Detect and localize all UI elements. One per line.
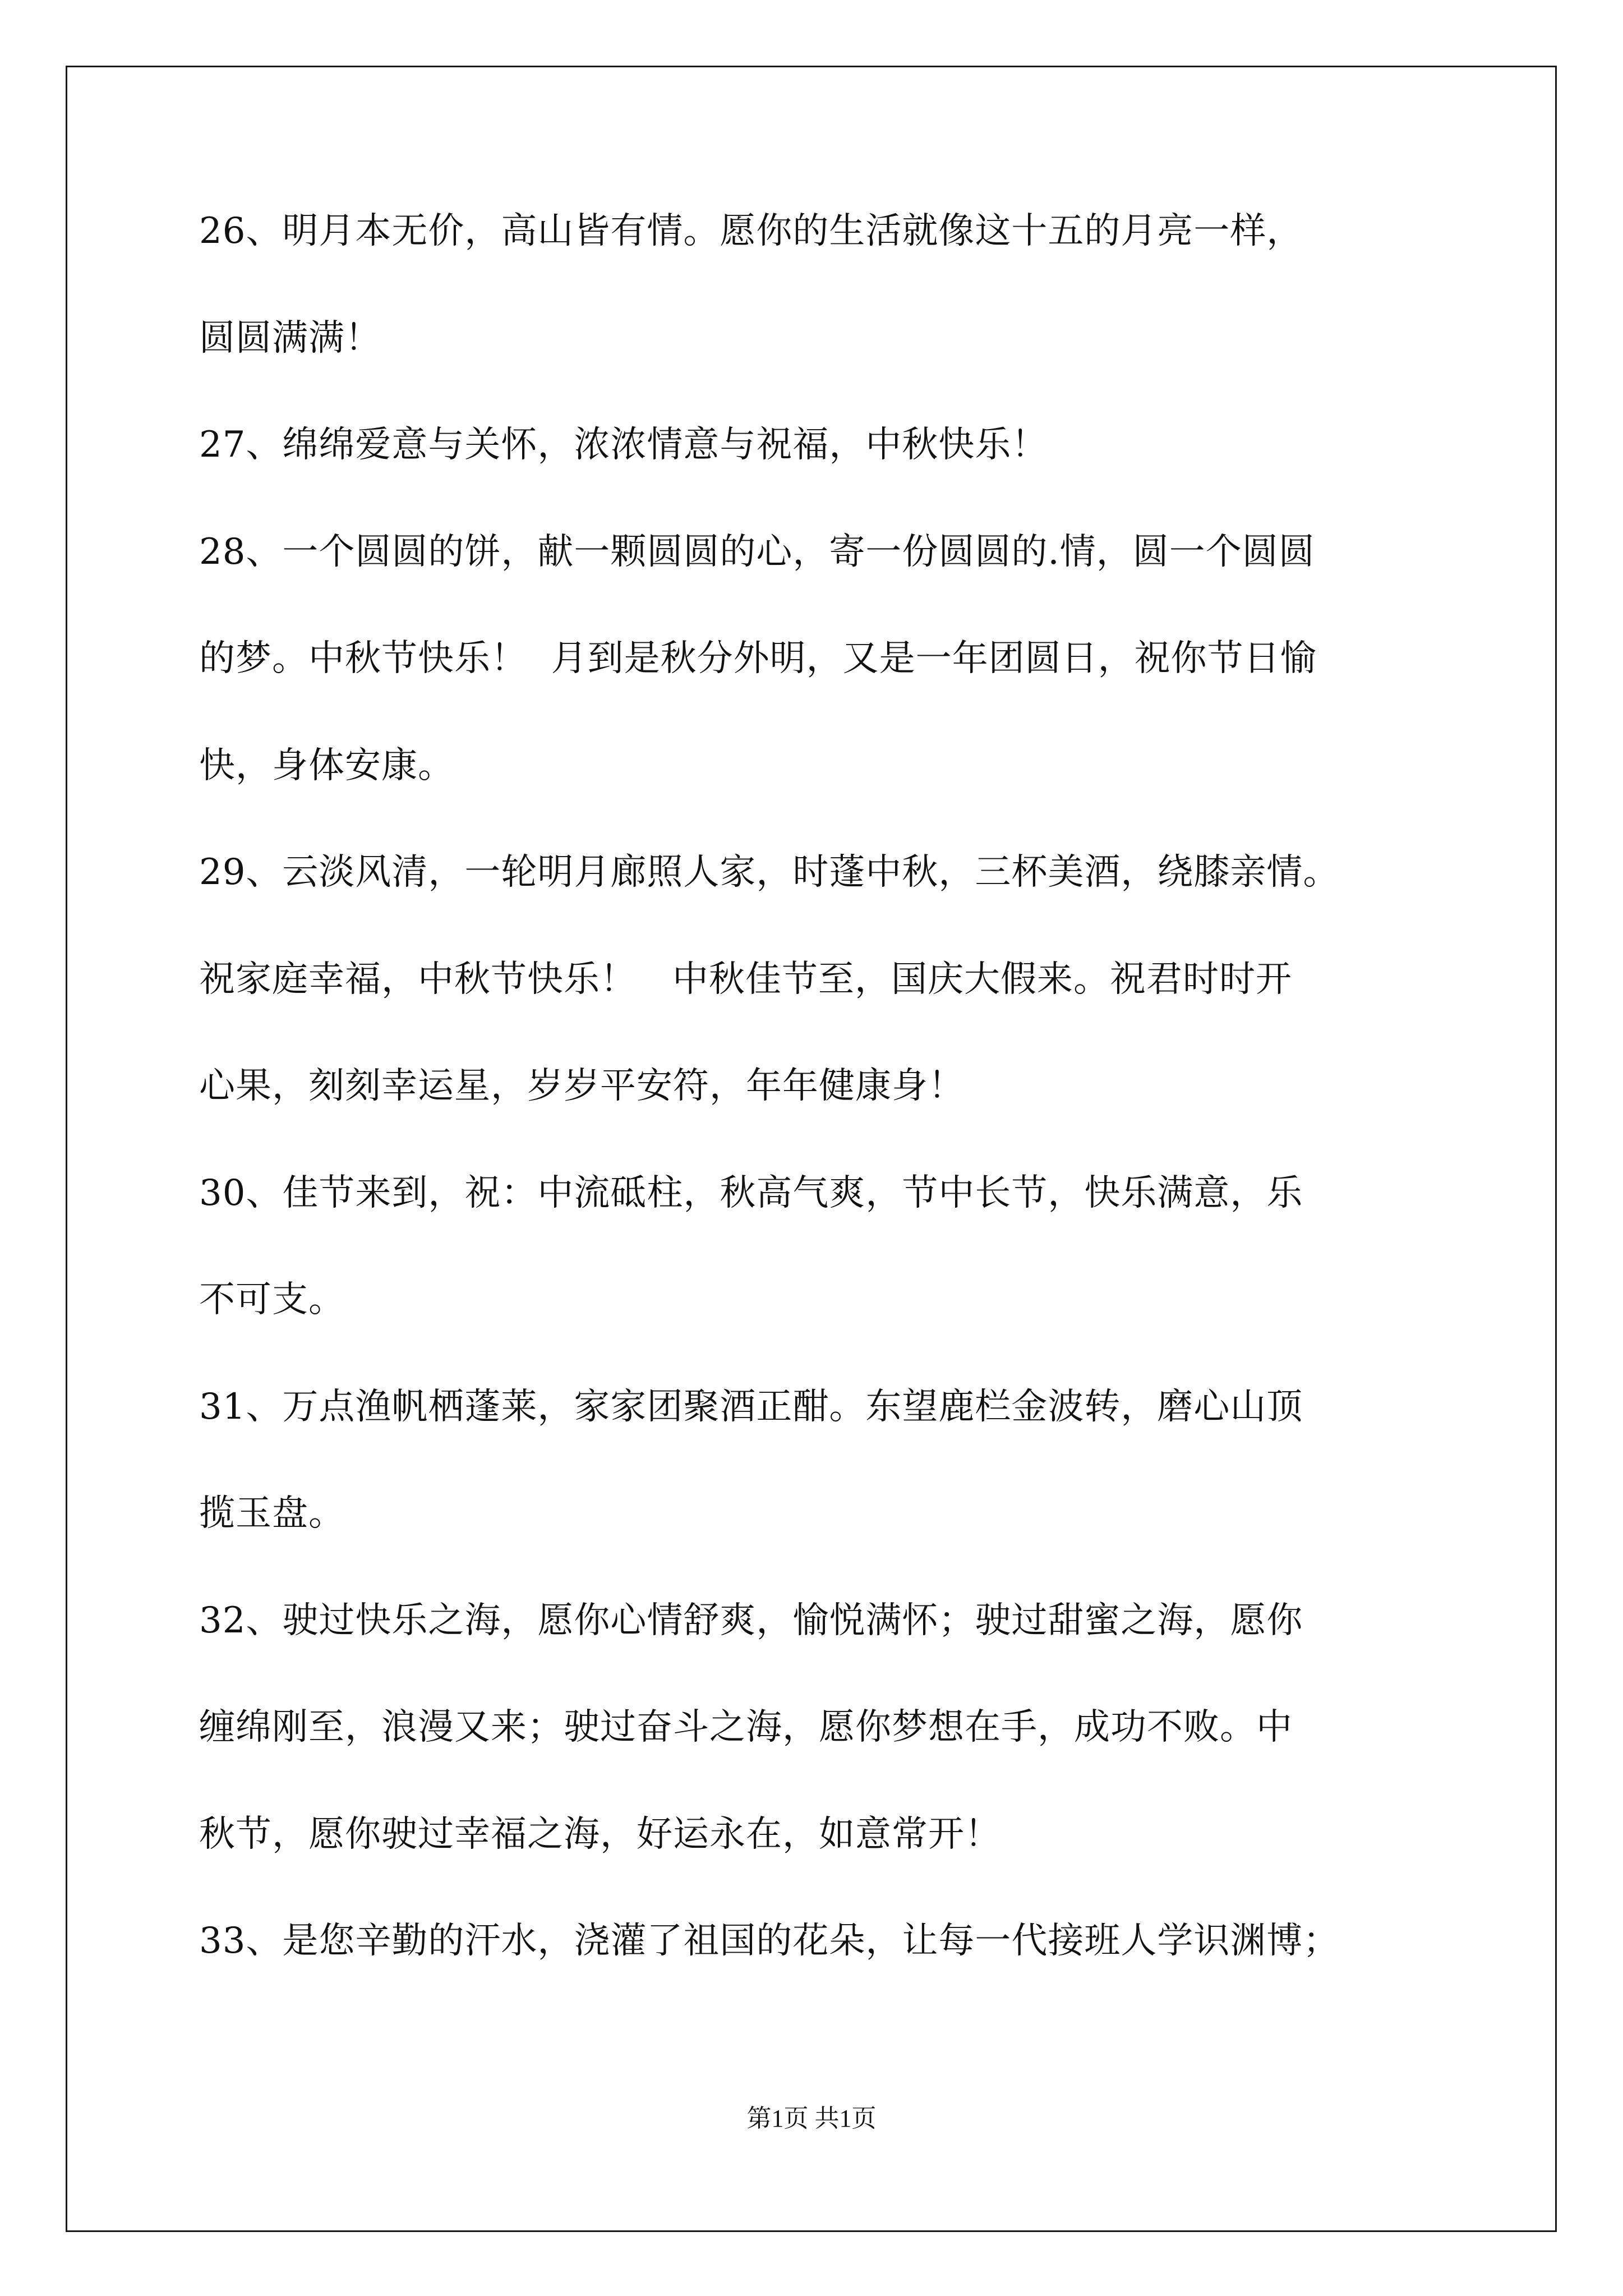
text-line: 30、佳节来到，祝：中流砥柱，秋高气爽，节中长节，快乐满意，乐 <box>199 1172 1303 1214</box>
text-line: 33、是您辛勤的汗水，浇灌了祖国的花朵，让每一代接班人学识渊博； <box>199 1920 1340 1962</box>
document-body <box>199 210 1455 2030</box>
text-line: 缠绵刚至，浪漫又来；驶过奋斗之海，愿你梦想在手，成功不败。中 <box>199 1706 1293 1748</box>
text-line: 27、绵绵爱意与关怀，浓浓情意与祝福，中秋快乐！ <box>199 424 1048 466</box>
text-line: 心果，刻刻幸运星，岁岁平安符，年年健康身！ <box>199 1065 965 1107</box>
text-line: 26、明月本无价，高山皆有情。愿你的生活就像这十五的月亮一样， <box>199 210 1303 252</box>
text-line: 32、驶过快乐之海，愿你心情舒爽，愉悦满怀；驶过甜蜜之海，愿你 <box>199 1599 1303 1641</box>
text-line: 快，身体安康。 <box>199 744 454 786</box>
text-line: 圆圆满满！ <box>199 317 381 359</box>
page-number-footer: 第1页 共1页 <box>746 2105 877 2132</box>
text-line: 29、云淡风清，一轮明月廊照人家，时蓬中秋，三杯美酒，绕膝亲情。 <box>199 852 1340 893</box>
text-line: 揽玉盘。 <box>199 1493 345 1534</box>
text-line: 不可支。 <box>199 1279 345 1320</box>
text-line: 28、一个圆圆的饼，献一颗圆圆的心，寄一份圆圆的.情，圆一个圆圆 <box>199 531 1315 573</box>
text-line: 的梦。中秋节快乐！ 月到是秋分外明，又是一年团圆日，祝你节日愉 <box>199 638 1317 679</box>
text-line: 秋节，愿你驶过幸福之海，好运永在，如意常开！ <box>199 1813 1001 1855</box>
text-line: 31、万点渔帆栖蓬莱，家家团聚酒正酣。东望鹿栏金波转，磨心山顶 <box>199 1386 1303 1428</box>
text-line: 祝家庭幸福，中秋节快乐！ 中秋佳节至，国庆大假来。祝君时时开 <box>199 958 1293 1000</box>
